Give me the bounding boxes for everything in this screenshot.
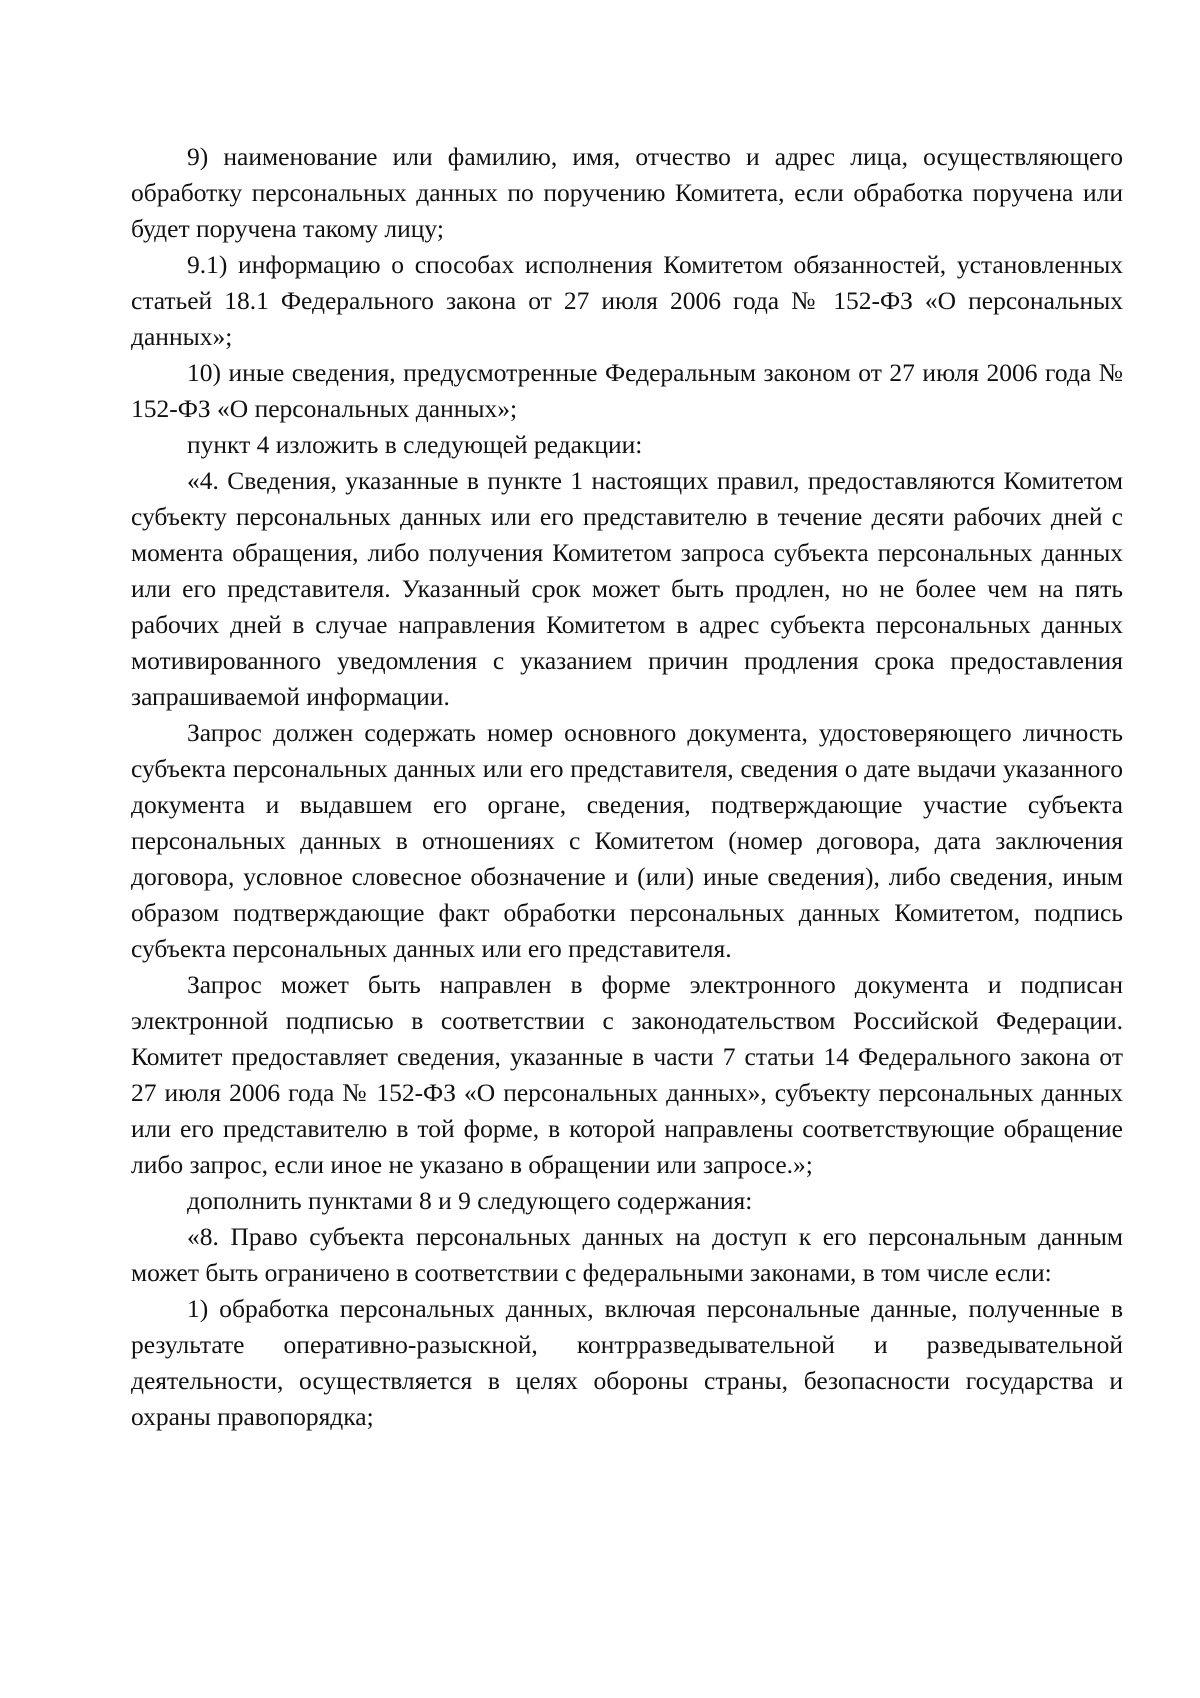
paragraph-item-9: 9) наименование или фамилию, имя, отчество и адрес лица, осуществляющего обработку персональных данных по поручению Комитета, если обработка поручена или будет поручена такому лицу; xyxy=(131,142,1123,243)
document-body xyxy=(131,139,1123,1435)
paragraph-electronic-request: Запрос может быть направлен в форме электронного документа и подписан электронной подписью в соответствии с законодательством Российской Федерации. Комитет предоставляет сведения, указанные в части 7 статьи 14 Федерального закона от 27 июля 2006 года № 152-ФЗ «О персональных данных», субъекту персональных данных или его представителю в той форме, в которой направлены соответствующие обращение либо запрос, если иное не указано в обращении или запросе.»; xyxy=(131,970,1123,1179)
paragraph-request-contents: Запрос должен содержать номер основного документа, удостоверяющего личность субъекта персональных данных или его представителя, сведения о дате выдачи указанного документа и выдавшем его органе, сведения, подтверждающие участие субъекта персональных данных в отношениях с Комитетом (номер договора, дата заключения договора, условное словесное обозначение и (или) иные сведения), либо сведения, иным образом подтверждающие факт обработки персональных данных Комитетом, подпись субъекта персональных данных или его представителя. xyxy=(131,718,1123,963)
paragraph-point-8: «8. Право субъекта персональных данных на доступ к его персональным данным может быть ограничено в соответствии с федеральными законами, в том числе если: xyxy=(131,1222,1123,1287)
paragraph-instruction-add-points: дополнить пунктами 8 и 9 следующего содержания: xyxy=(187,1186,753,1215)
paragraph-point-8-item-1: 1) обработка персональных данных, включая персональные данные, полученные в результате оперативно-разыскной, контрразведывательной и разведывательной деятельности, осуществляется в целях обороны страны, безопасности государства и охраны правопорядка; xyxy=(131,1294,1123,1431)
paragraph-item-10: 10) иные сведения, предусмотренные Федеральным законом от 27 июля 2006 года № 152-ФЗ «О персональных данных»; xyxy=(131,358,1123,423)
paragraph-instruction-point-4: пункт 4 изложить в следующей редакции: xyxy=(187,430,643,459)
paragraph-item-9-1: 9.1) информацию о способах исполнения Комитетом обязанностей, установленных статьей 18.1 Федерального закона от 27 июля 2006 года № 152-ФЗ «О персональных данных»; xyxy=(131,250,1123,351)
paragraph-point-4: «4. Сведения, указанные в пункте 1 настоящих правил, предоставляются Комитетом субъекту персональных данных или его представителю в течение десяти рабочих дней с момента обращения, либо получения Комитетом запроса субъекта персональных данных или его представителя. Указанный срок может быть продлен, но не более чем на пять рабочих дней в случае направления Комитетом в адрес субъекта персональных данных мотивированного уведомления с указанием причин продления срока предоставления запрашиваемой информации. xyxy=(131,466,1123,711)
